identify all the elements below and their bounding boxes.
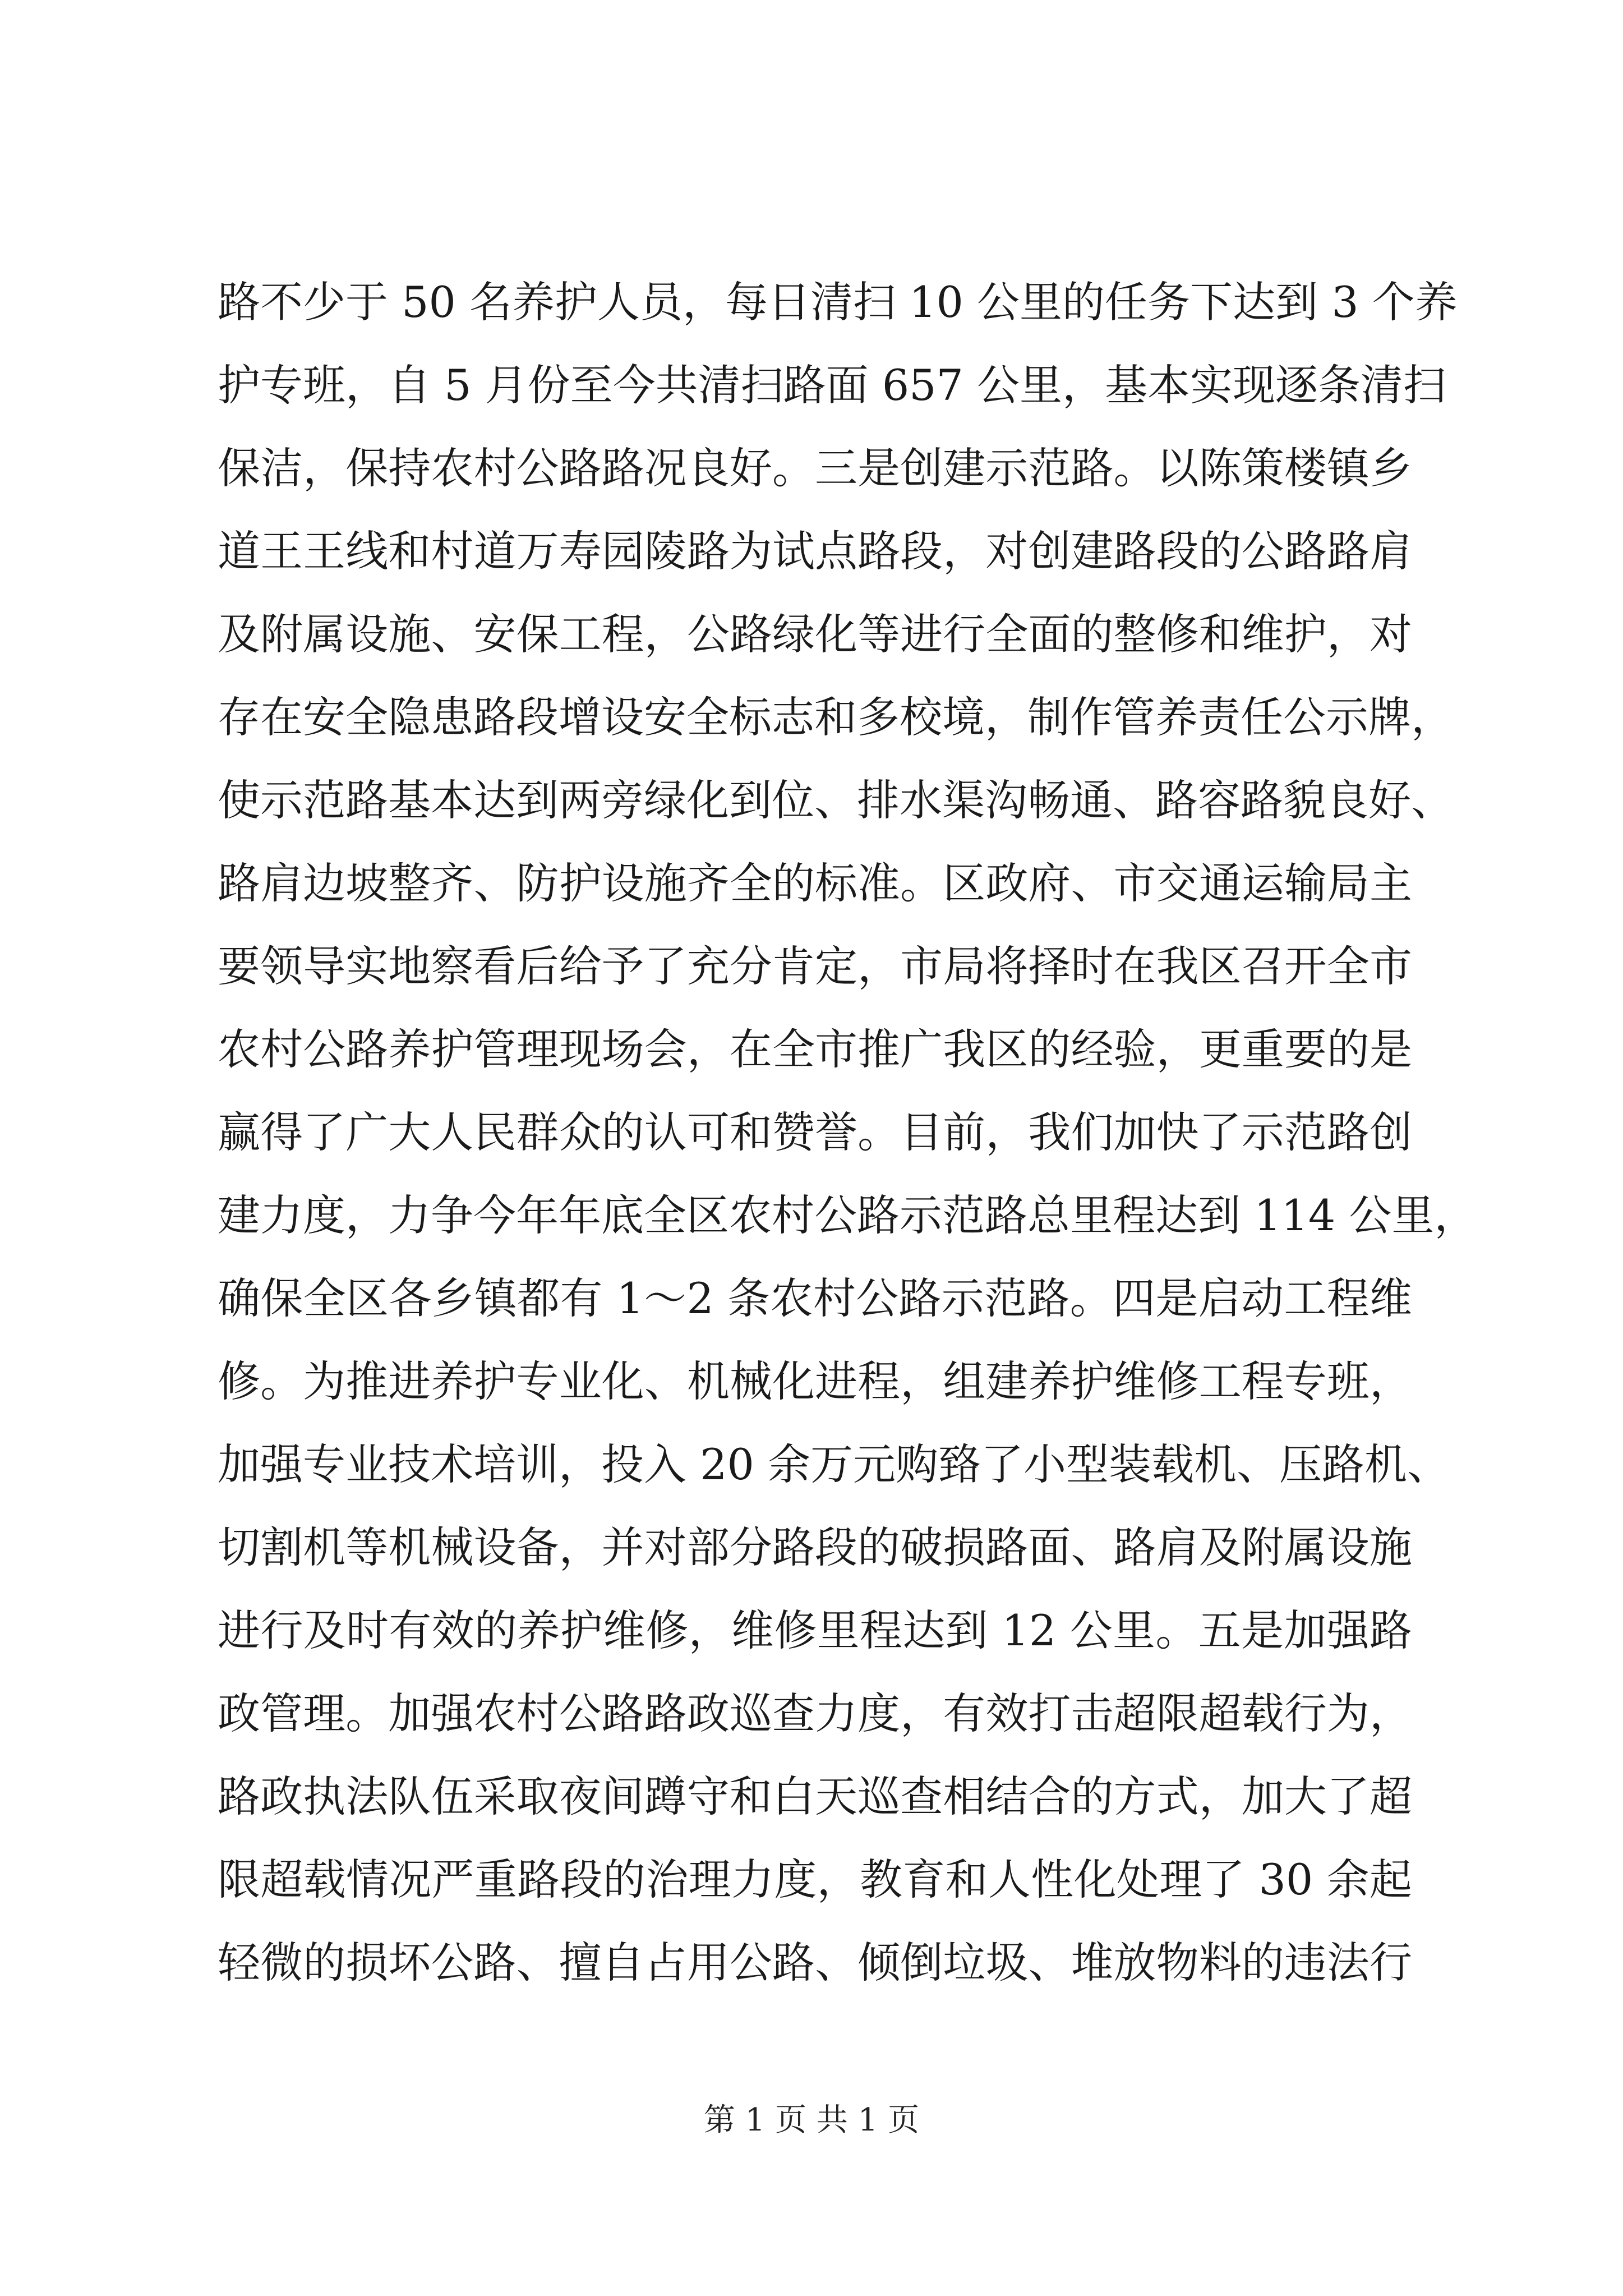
text-line: 道王王线和村道万寿园陵路为试点路段，对创建路段的公路路肩 xyxy=(218,526,1412,576)
text-line: 修。为推进养护专业化、机械化进程，组建养护维修工程专班， xyxy=(218,1356,1412,1406)
text-line: 使示范路基本达到两旁绿化到位、排水渠沟畅通、路容路貌良好、 xyxy=(218,775,1454,825)
text-line: 及附属设施、安保工程，公路绿化等进行全面的整修和维护，对 xyxy=(218,609,1412,659)
text-line: 建力度，力争今年年底全区农村公路示范路总里程达到 114 公里， xyxy=(218,1190,1477,1240)
text-line: 加强专业技术培训，投入 20 余万元购臵了小型装载机、压路机、 xyxy=(218,1439,1450,1489)
text-line: 切割机等机械设备，并对部分路段的破损路面、路肩及附属设施 xyxy=(218,1522,1412,1572)
text-line: 存在安全隐患路段增设安全标志和多校境，制作管养责任公示牌， xyxy=(218,692,1454,742)
text-line: 轻微的损坏公路、擅自占用公路、倾倒垃圾、堆放物料的违法行 xyxy=(218,1938,1412,1987)
text-line: 政管理。加强农村公路路政巡查力度，有效打击超限超载行为， xyxy=(218,1688,1412,1738)
page-footer: 第 1 页 共 1 页 xyxy=(703,2102,920,2138)
text-line: 进行及时有效的养护维修，维修里程达到 12 公里。五是加强路 xyxy=(218,1605,1412,1655)
text-line: 保洁，保持农村公路路况良好。三是创建示范路。以陈策楼镇乡 xyxy=(218,443,1412,493)
text-line: 赢得了广大人民群众的认可和赞誉。目前，我们加快了示范路创 xyxy=(218,1107,1412,1157)
text-line: 农村公路养护管理现场会，在全市推广我区的经验，更重要的是 xyxy=(218,1024,1412,1074)
text-line: 路肩边坡整齐、防护设施齐全的标准。区政府、市交通运输局主 xyxy=(218,858,1412,908)
text-line: 护专班，自 5 月份至今共清扫路面 657 公里，基本实现逐条清扫 xyxy=(218,360,1446,410)
text-line: 要领导实地察看后给予了充分肯定，市局将择时在我区召开全市 xyxy=(218,941,1412,991)
text-line: 确保全区各乡镇都有 1～2 条农村公路示范路。四是启动工程维 xyxy=(218,1273,1412,1323)
body-text xyxy=(218,261,1477,2004)
text-line: 路不少于 50 名养护人员，每日清扫 10 公里的任务下达到 3 个养 xyxy=(218,277,1458,327)
text-line: 限超载情况严重路段的治理力度，教育和人性化处理了 30 余起 xyxy=(218,1855,1412,1904)
text-line: 路政执法队伍采取夜间蹲守和白天巡查相结合的方式，加大了超 xyxy=(218,1772,1412,1821)
